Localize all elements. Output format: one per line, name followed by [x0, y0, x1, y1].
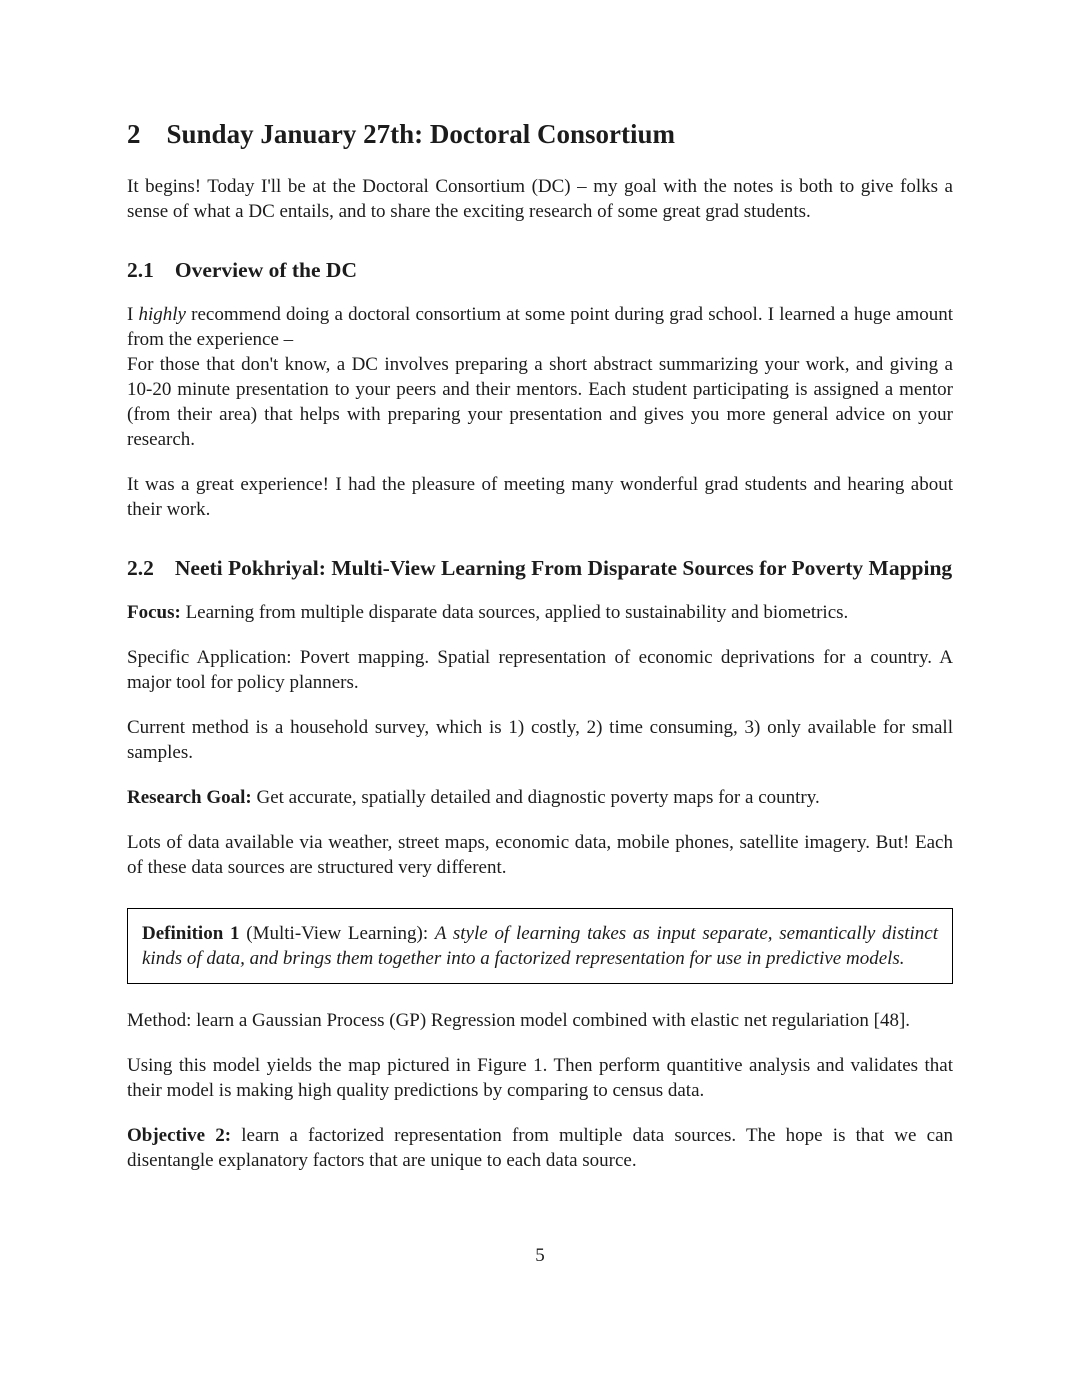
section-heading-2-2: [127, 554, 953, 582]
section-number: 2.1: [127, 258, 154, 282]
section-title: Overview of the DC: [174, 258, 357, 282]
definition-body: A style of learning takes as input separate, semantically distinct kinds of data, and brings them together into a factorized representation for use in predictive models.: [142, 923, 939, 969]
definition-paragraph: [142, 921, 938, 971]
section-title: Sunday January 27th: Doctoral Consortium: [166, 119, 676, 149]
focus-label: Focus:: [127, 602, 181, 623]
paragraph-text: Current method is a household survey, which is 1) costly, 2) time consuming, 3) only available for small samples.: [127, 717, 953, 763]
section-number: 2.2: [127, 556, 154, 580]
page-number: 5: [535, 1245, 545, 1266]
paragraph-text: It begins! Today I'll be at the Doctoral Consortium (DC) – my goal with the notes is both to give folks a sense of what a DC entails, and to share the exciting research of some great grad students.: [127, 176, 953, 222]
section-heading-2-1: [127, 256, 953, 284]
paragraph-method: [127, 1008, 953, 1033]
paragraph-great-experience: [127, 472, 953, 522]
objective-label: Objective 2:: [127, 1125, 232, 1146]
paragraph-text: recommend doing a doctoral consortium at some point during grad school. I learned a huge amount from the experience –: [127, 304, 954, 350]
paragraph-text: Specific Application: Povert mapping. Spatial representation of economic deprivations for a country. A major tool for policy planners.: [127, 647, 953, 693]
paragraph-objective-2: [127, 1123, 953, 1173]
section-title: Neeti Pokhriyal: Multi-View Learning From Disparate Sources for Poverty Mapping: [174, 556, 953, 580]
definition-box: [127, 908, 953, 984]
paragraph-text: Learning from multiple disparate data sources, applied to sustainability and biometrics.: [180, 602, 849, 623]
paragraph-intro: [127, 174, 953, 224]
paragraph-research-goal: [127, 785, 953, 810]
paragraph-using-model: [127, 1053, 953, 1103]
paragraph-text: I: [127, 304, 139, 325]
paragraph-text: Using this model yields the map pictured in Figure 1. Then perform quantitive analysis and validates that their model is making high quality predictions by comparing to census data.: [127, 1055, 953, 1101]
emphasized-text: highly: [138, 304, 186, 325]
paragraph-text: It was a great experience! I had the pleasure of meeting many wonderful grad students and hearing about their work.: [127, 474, 953, 520]
paragraph-text: Get accurate, spatially detailed and diagnostic poverty maps for a country.: [251, 787, 820, 808]
paragraph-text: Method: learn a Gaussian Process (GP) Regression model combined with elastic net regulariation [48].: [127, 1010, 911, 1031]
section-number: 2: [127, 119, 141, 149]
paragraph-application: [127, 645, 953, 695]
definition-label: Definition 1: [142, 923, 240, 944]
paragraph-current-method: [127, 715, 953, 765]
paragraph-text: Lots of data available via weather, street maps, economic data, mobile phones, satellite imagery. But! Each of these data sources are structured very different.: [127, 832, 953, 878]
paragraph-text: learn a factorized representation from multiple data sources. The hope is that we can disentangle explanatory factors that are unique to each data source.: [127, 1125, 954, 1171]
definition-paren: (Multi-View Learning):: [239, 923, 435, 944]
section-heading-2: [127, 118, 953, 150]
paragraph-focus: [127, 600, 953, 625]
paragraph-data-sources: [127, 830, 953, 880]
research-goal-label: Research Goal:: [127, 787, 252, 808]
paragraph-text: For those that don't know, a DC involves preparing a short abstract summarizing your work, and giving a 10-20 minute presentation to your peers and their mentors. Each student participating is assigned a mentor (from their area) that helps with preparing your presentation and gives you more general advice on your research.: [127, 354, 953, 450]
paragraph-dc-recommend: [127, 302, 953, 452]
